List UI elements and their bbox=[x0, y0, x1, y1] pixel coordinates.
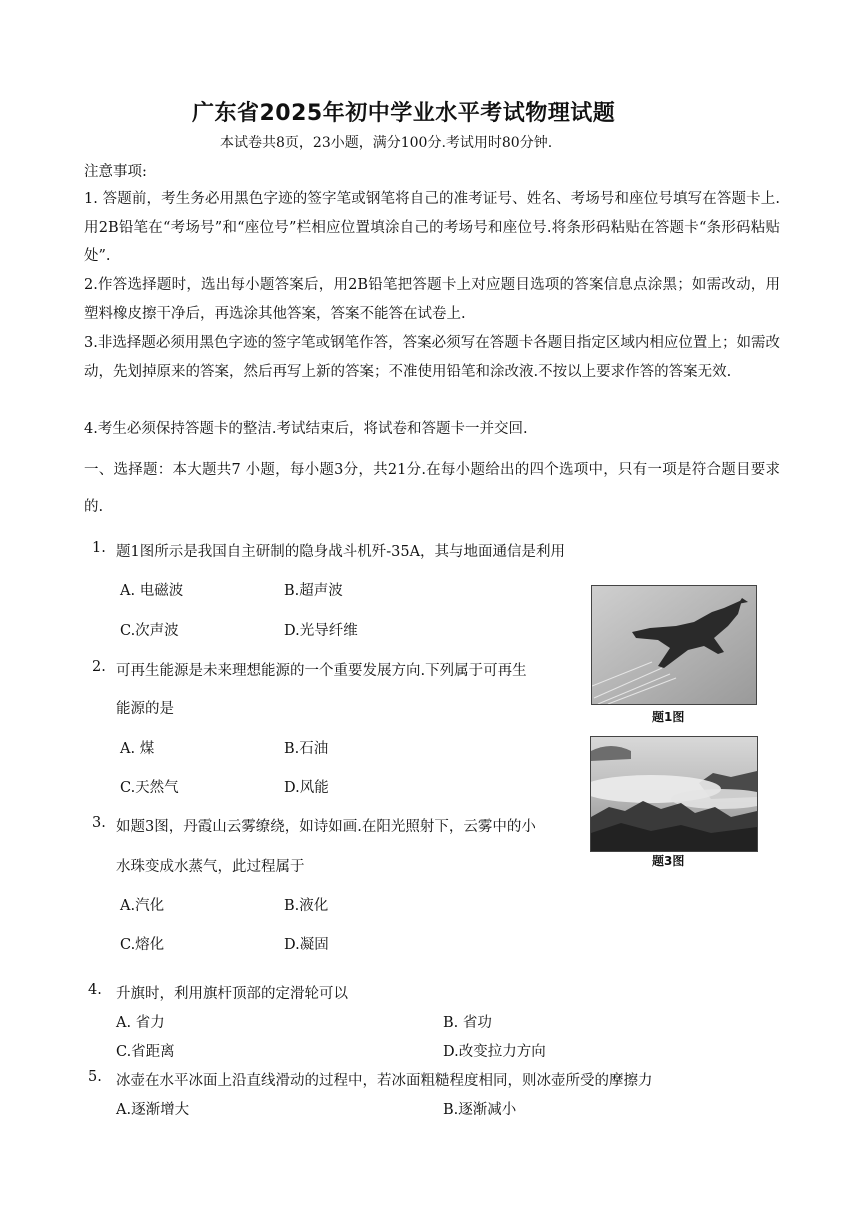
figure-1-fighter-jet bbox=[591, 585, 757, 705]
q3-stem-line1: 如题3图，丹霞山云雾缭绕，如诗如画.在阳光照射下，云雾中的小 bbox=[116, 819, 536, 835]
q5-stem: 冰壶在水平冰面上沿直线滑动的过程中，若冰面粗糙程度相同，则冰壶所受的摩擦力 bbox=[116, 1073, 653, 1089]
q5-option-b: B.逐渐减小 bbox=[443, 1102, 517, 1118]
q3-number: 3. bbox=[92, 815, 106, 831]
q3-stem-line2: 水珠变成水蒸气，此过程属于 bbox=[116, 859, 305, 875]
q1-option-d: D.光导纤维 bbox=[284, 623, 358, 639]
fighter-jet-image bbox=[592, 586, 756, 704]
figure-1-caption: 题1图 bbox=[652, 710, 685, 724]
section-heading: 一、选择题：本大题共7 小题，每小题3分，共21分.在每小题给出的四个选项中，只有一项是符合题目要求的. bbox=[84, 462, 780, 515]
exam-info: 本试卷共8页，23小题，满分100分.考试用时80分钟. bbox=[220, 135, 553, 151]
q2-option-d: D.风能 bbox=[284, 780, 329, 796]
figure-3-danxia-mountain bbox=[590, 736, 758, 852]
q4-option-b: B. 省功 bbox=[443, 1015, 492, 1031]
mountain-clouds-image bbox=[591, 737, 757, 851]
q1-option-c: C.次声波 bbox=[120, 623, 179, 639]
notice-item-4: 4.考生必须保持答题卡的整洁.考试结束后，将试卷和答题卡一并交回. bbox=[84, 421, 528, 437]
q2-option-b: B.石油 bbox=[284, 741, 329, 757]
q4-option-d: D.改变拉力方向 bbox=[443, 1044, 546, 1060]
q1-option-a: A. 电磁波 bbox=[120, 583, 184, 599]
notice-heading: 注意事项: bbox=[84, 164, 147, 180]
q3-option-c: C.熔化 bbox=[120, 937, 165, 953]
q3-option-d: D.凝固 bbox=[284, 937, 329, 953]
q5-option-a: A.逐渐增大 bbox=[116, 1102, 190, 1118]
q4-stem: 升旗时，利用旗杆顶部的定滑轮可以 bbox=[116, 986, 348, 1002]
q2-number: 2. bbox=[92, 659, 106, 675]
q1-option-b: B.超声波 bbox=[284, 583, 343, 599]
q1-stem: 题1图所示是我国自主研制的隐身战斗机歼-35A，其与地面通信是利用 bbox=[116, 544, 566, 560]
q2-stem-line1: 可再生能源是未来理想能源的一个重要发展方向.下列属于可再生 bbox=[116, 663, 527, 679]
q3-option-a: A.汽化 bbox=[120, 898, 165, 914]
page-title: 广东省2025年初中学业水平考试物理试题 bbox=[192, 101, 616, 126]
q4-option-a: A. 省力 bbox=[116, 1015, 165, 1031]
q2-option-c: C.天然气 bbox=[120, 780, 179, 796]
notice-item-1: 1. 答题前，考生务必用黑色字迹的签字笔或钢笔将自己的准考证号、姓名、考场号和座位号填写在答题卡上.用2B铅笔在“考场号”和“座位号”栏相应位置填涂自己的考场号和座位号.将条形码粘贴在答题卡“条形码粘贴处”. bbox=[84, 191, 780, 264]
notice-item-3: 3.非选择题必须用黑色字迹的签字笔或钢笔作答，答案必须写在答题卡各题目指定区域内相应位置上；如需改动，先划掉原来的答案，然后再写上新的答案；不准使用铅笔和涂改液.不按以上要求作答的答案无效. bbox=[84, 335, 780, 380]
figure-3-caption: 题3图 bbox=[652, 854, 685, 868]
q3-option-b: B.液化 bbox=[284, 898, 329, 914]
q4-number: 4. bbox=[88, 982, 102, 998]
q2-option-a: A. 煤 bbox=[120, 741, 155, 757]
q5-number: 5. bbox=[88, 1069, 102, 1085]
q4-option-c: C.省距离 bbox=[116, 1044, 175, 1060]
q2-stem-line2: 能源的是 bbox=[116, 701, 174, 717]
q1-number: 1. bbox=[92, 540, 106, 556]
notice-item-2: 2.作答选择题时，选出每小题答案后，用2B铅笔把答题卡上对应题目选项的答案信息点涂黑；如需改动，用塑料橡皮擦干净后，再选涂其他答案，答案不能答在试卷上. bbox=[84, 277, 780, 322]
